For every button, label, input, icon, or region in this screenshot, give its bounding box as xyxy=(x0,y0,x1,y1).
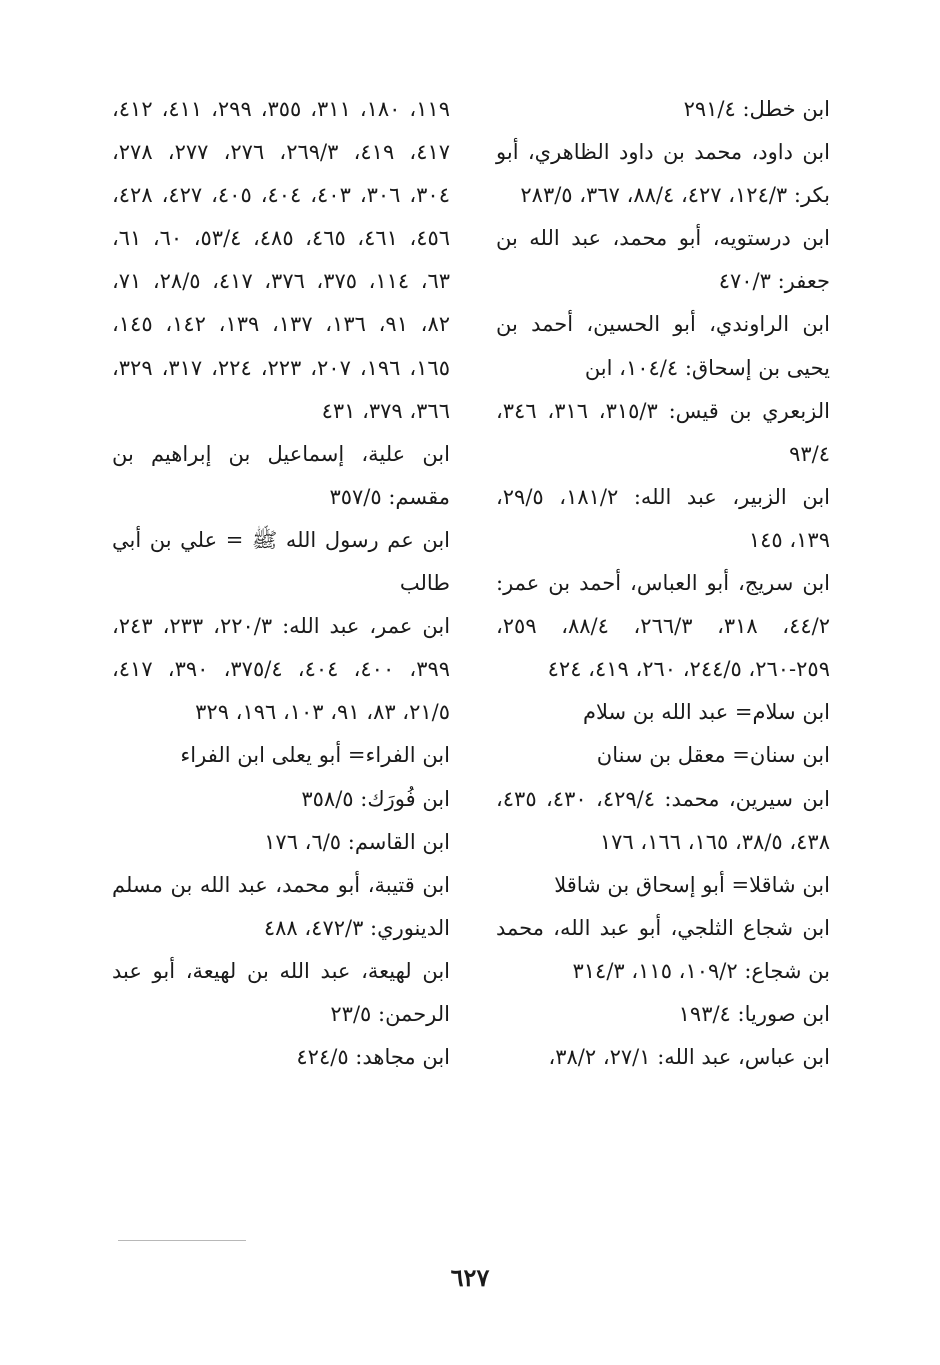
index-entry: ابن لهيعة، عبد الله بن لهيعة، أبو عبد الرحمن: ٢٣/٥ xyxy=(112,958,450,1026)
index-entry: ابن سلام= عبد الله بن سلام xyxy=(582,700,830,725)
index-entry: ابن عم رسول الله ﷺ = علي بن أبي طالب xyxy=(112,527,450,596)
page-number: ٦٢٧ xyxy=(450,1263,490,1292)
index-entry: ١١٩، ١٨٠، ٣١١، ٣٥٥، ٢٩٩، ٤١١، ٤١٢، ٤١٧، ٤١٩، ٢٦٩/٣، ٢٧٦، ٢٧٧، ٢٧٨، ٣٠٤، ٣٠٦، ٤٠٣، ٤٠٤، ٤٠٥، ٤٢٧، ٤٢٨، ٤٥٦، ٤٦١، ٤٦٥، ٤٨٥، ٥٣/٤، ٦٠، ٦١، ٦٣، ١١٤، ٣٧٥، ٣٧٦، ٤١٧، ٢٨/٥، ٧١، ٨٢، ٩١، ١٣٦، ١٣٧، ١٣٩، ١٤٢، ١٤٥، ١٦٥، ١٩٦، ٢٠٧، ٢٢٣، ٢٢٤، ٣١٧، ٣٢٩، ٣٦٦، ٣٧٩، ٤٣١ xyxy=(112,97,451,423)
index-entry: ابن الفراء= أبو يعلى ابن الفراء xyxy=(180,743,450,768)
index-entry: ابن مجاهد: ٤٢٤/٥ xyxy=(296,1045,450,1070)
index-entry: ابن عمر، عبد الله: ٢٢٠/٣، ٢٣٣، ٢٤٣، ٣٩٩، ٤٠٠، ٤٠٤، ٣٧٥/٤، ٣٩٠، ٤١٧، ٢١/٥، ٨٣، ٩١، ١٠٣، ١٩٦، ٣٢٩ xyxy=(112,614,451,725)
index-entry: ابن عباس، عبد الله: ٢٧/١، ٣٨/٢، xyxy=(548,1045,830,1070)
index-entry: ابن خطل: ٢٩١/٤ xyxy=(683,97,830,121)
index-entry: ابن الزبير، عبد الله: ١٨١/٢، ٢٩/٥، ١٣٩، ١٤٥ xyxy=(496,484,830,552)
index-entry: ابن قتيبة، أبو محمد، عبد الله بن مسلم الدينوري: ٤٧٢/٣، ٤٨٨ xyxy=(112,872,450,940)
index-entry: ابن شجاع الثلجي، أبو عبد الله، محمد بن شجاع: ١٠٩/٢، ١١٥، ٣١٤/٣ xyxy=(496,915,830,983)
index-entry: ابن سريج، أبو العباس، أحمد بن عمر: ٤٤/٢، ٣١٨، ٢٦٦/٣، ٨٨/٤، ٢٥٩، ٢٥٩-٢٦٠، ٢٤٤/٥، ٢٦٠، ٤١٩، ٤٢٤ xyxy=(496,571,831,682)
index-entry: ابن داود، محمد بن داود الظاهري، أبو بكر: ١٢٤/٣، ٤٢٧، ٨٨/٤، ٣٦٧، ٢٨٣/٥ xyxy=(496,140,830,208)
left-column xyxy=(112,88,450,1079)
index-entry: ابن فُورَك: ٣٥٨/٥ xyxy=(301,786,450,811)
index-entry: ابن درستويه، أبو محمد، عبد الله بن جعفر: ٤٧٠/٣ xyxy=(496,226,830,294)
index-entry: الزبعري بن قيس: ٣١٥/٣، ٣١٦، ٣٤٦، ٩٣/٤ xyxy=(496,398,831,466)
index-entry: ابن سنان= معقل بن سنان xyxy=(596,743,830,768)
footnote-divider xyxy=(118,1240,246,1241)
right-column xyxy=(496,88,830,1079)
index-entry: ابن صوريا: ١٩٣/٤ xyxy=(678,1001,830,1026)
index-entry: ابن القاسم: ٦/٥، ١٧٦ xyxy=(264,829,450,854)
index-entry: ابن سيرين، محمد: ٤٢٩/٤، ٤٣٠، ٤٣٥، ٤٣٨، ٣٨/٥، ١٦٥، ١٦٦، ١٧٦ xyxy=(496,786,831,854)
index-entry: ابن شاقلا= أبو إسحاق بن شاقلا xyxy=(554,872,830,897)
index-entry: ابن الراوندي، أبو الحسين، أحمد بن يحيى بن إسحاق: ١٠٤/٤، ابن xyxy=(496,312,830,380)
index-entry: ابن علية، إسماعيل بن إبراهيم بن مقسم: ٣٥٧/٥ xyxy=(112,441,450,509)
